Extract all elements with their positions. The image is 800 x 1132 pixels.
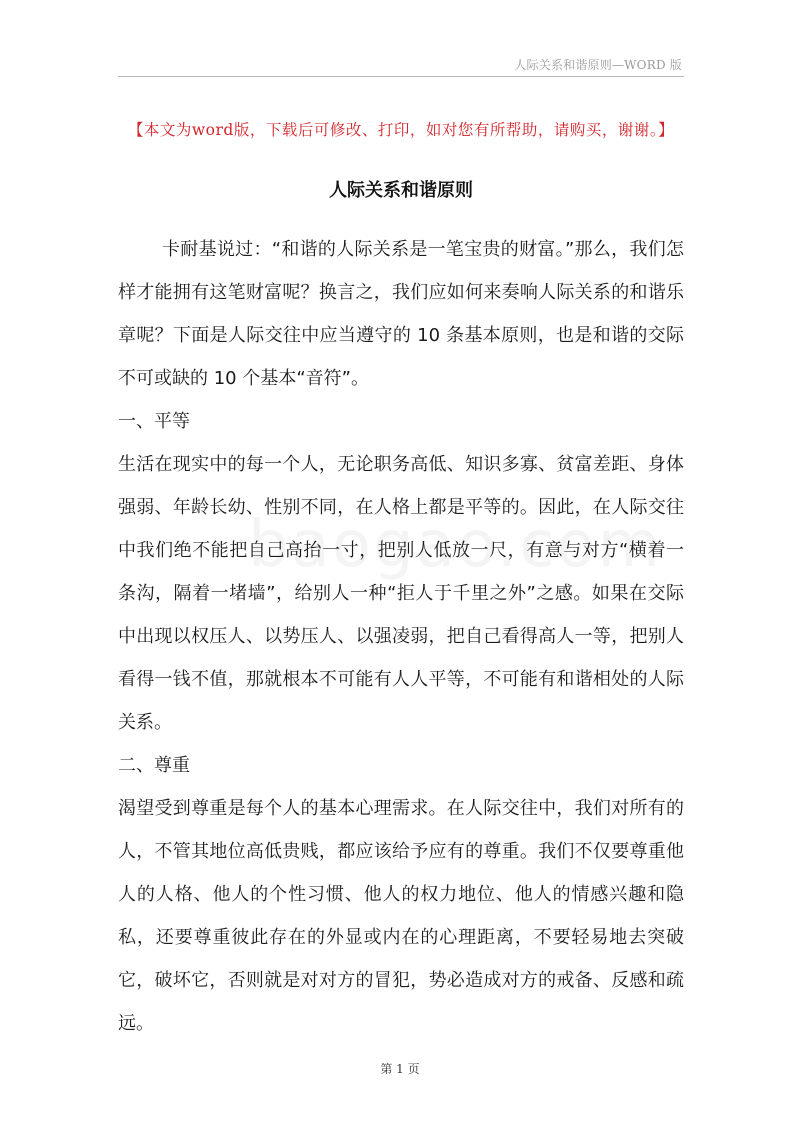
document-title: 人际关系和谐原则 bbox=[329, 180, 473, 201]
intro-paragraph: 卡耐基说过：“和谐的人际关系是一笔宝贵的财富。”那么，我们怎样才能拥有这笔财富呢？换言之，我们应如何来奏响人际关系的和谐乐章呢？下面是人际交往中应当遵守的 10 条基本原则，也是和谐的交际不可或缺的 10 个基本“音符”。 bbox=[118, 239, 684, 389]
page-number: 第 1 页 bbox=[380, 1062, 420, 1076]
section-body-equality: 生活在现实中的每一个人，无论职务高低、知识多寡、贫富差距、身体强弱、年龄长幼、性别不同，在人格上都是平等的。因此，在人际交往中我们绝不能把自己高抬一寸，把别人低放一尺，有意与对方“横着一条沟，隔着一堵墙”，给别人一种“拒人于千里之外”之感。如果在交际中出现以权压人、以势压人、以强凌弱，把自己看得高人一等，把别人看得一钱不值，那就根本不可能有人人平等，不可能有和谐相处的人际关系。 bbox=[118, 454, 684, 733]
section-heading-equality: 一、平等 bbox=[118, 411, 190, 432]
section-body-respect: 渴望受到尊重是每个人的基本心理需求。在人际交往中，我们对所有的人，不管其地位高低贵贱，都应该给予应有的尊重。我们不仅要尊重他人的人格、他人的个性习惯、他人的权力地位、他人的情感兴趣和隐私，还要尊重彼此存在的外显或内在的心理距离，不要轻易地去突破它，破坏它，否则就是对对方的冒犯，势必造成对方的戒备、反感和疏远。 bbox=[118, 798, 684, 1034]
document-body bbox=[118, 228, 684, 1045]
header-title: 人际关系和谐原则—WORD 版 bbox=[514, 58, 682, 72]
purchase-notice: 【本文为word版，下载后可修改、打印，如对您有所帮助，请购买，谢谢。】 bbox=[127, 121, 675, 139]
section-heading-respect: 二、尊重 bbox=[118, 755, 190, 776]
page-header bbox=[118, 52, 684, 77]
